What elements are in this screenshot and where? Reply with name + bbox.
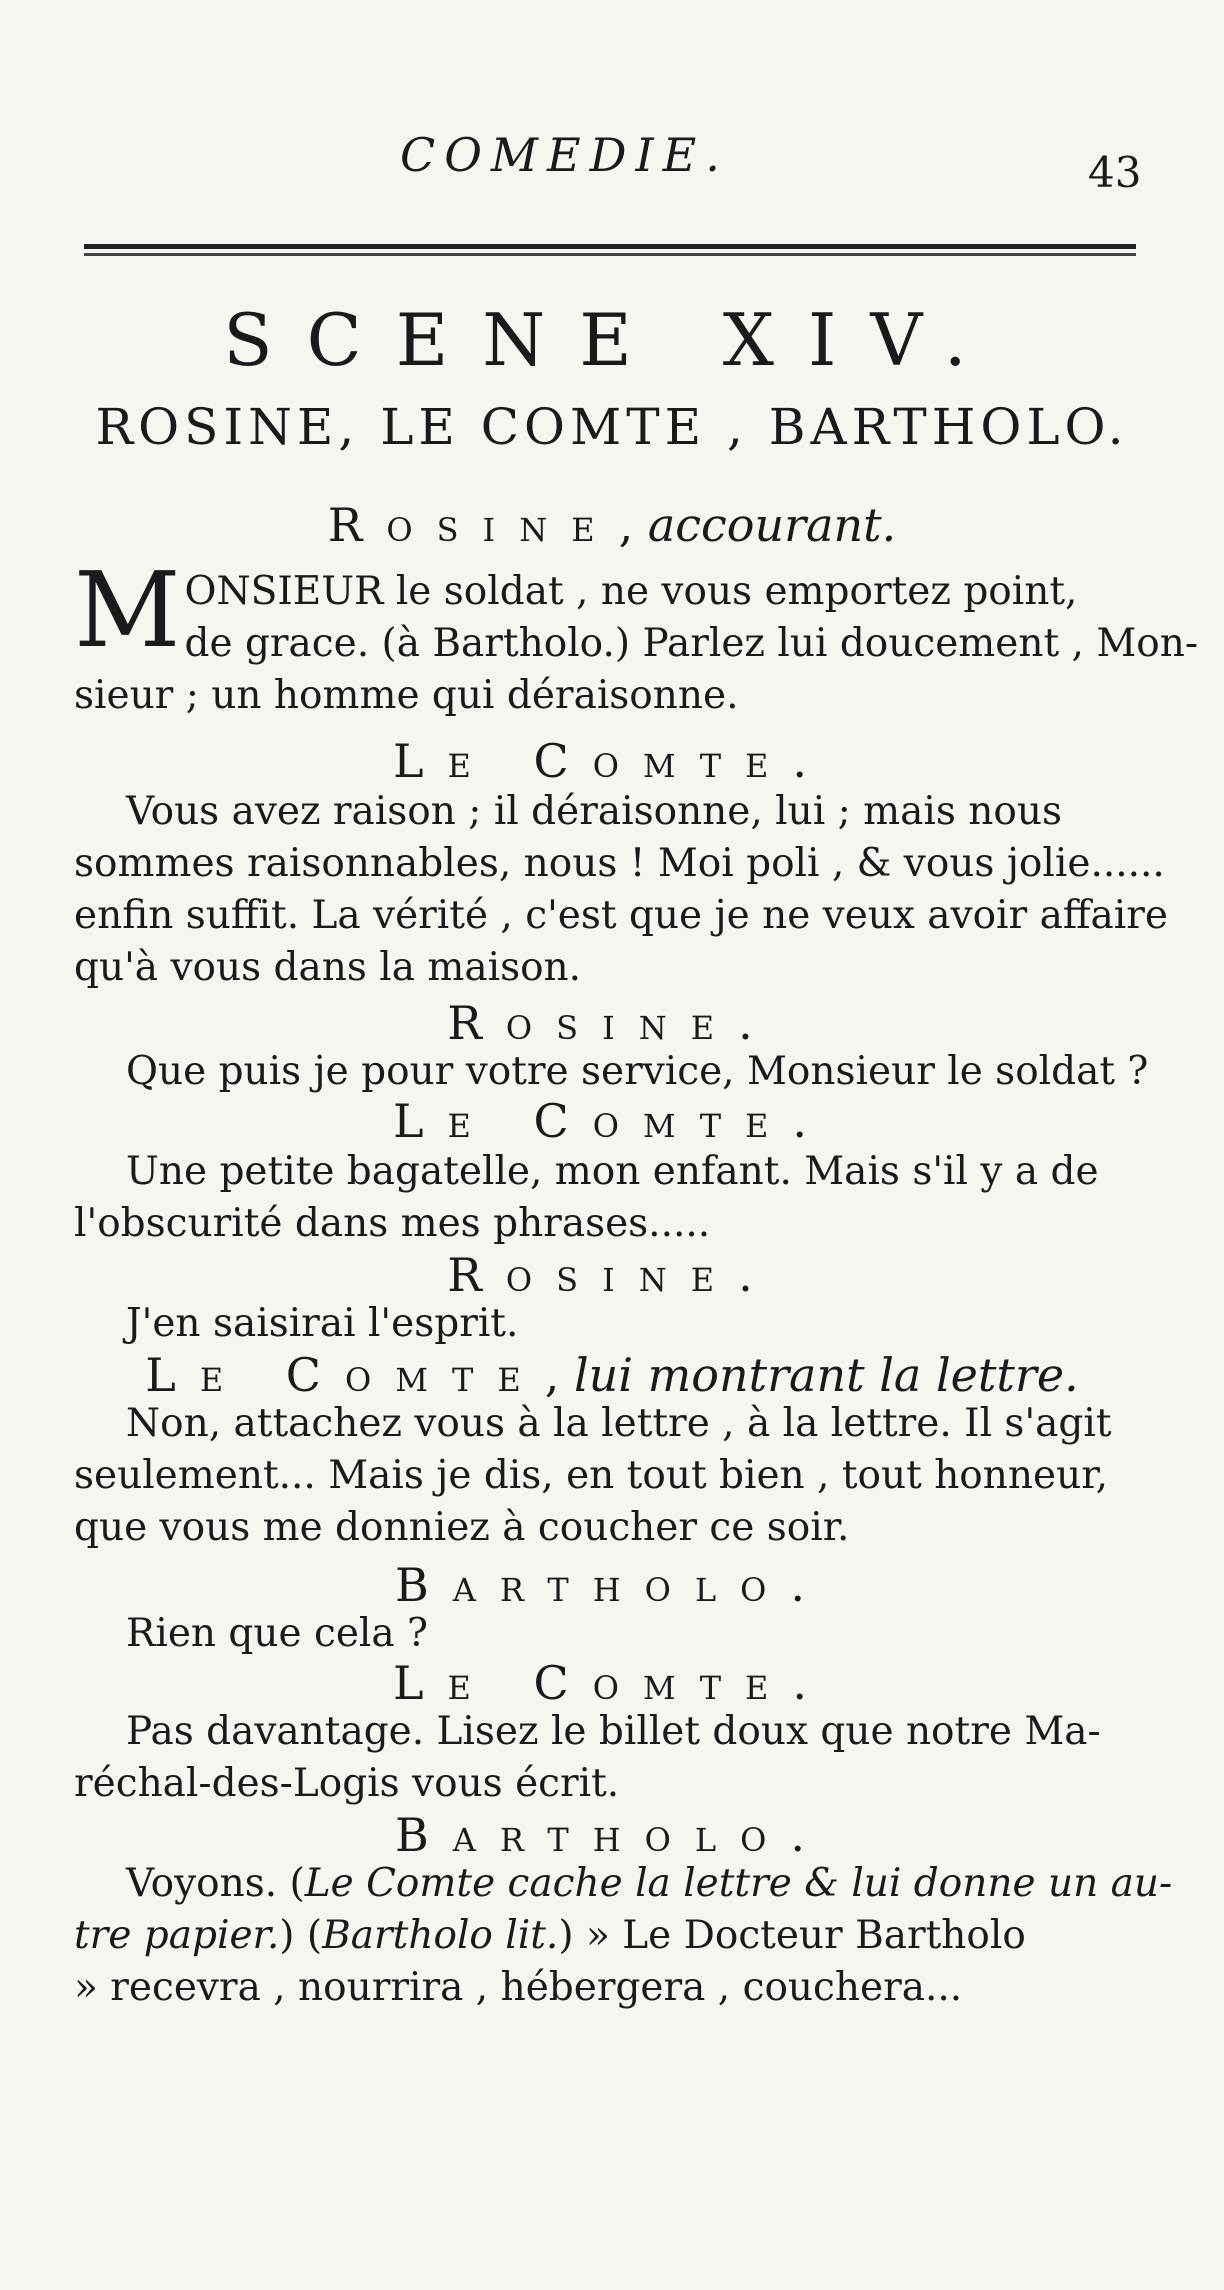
speech-block bbox=[74, 1608, 1154, 1660]
header-rule bbox=[84, 244, 1136, 256]
speech-block bbox=[74, 1398, 1154, 1554]
speech-line: qu'à vous dans la maison. bbox=[74, 945, 582, 990]
speech-line: Pas davantage. Lisez le billet doux que notre Ma- bbox=[126, 1709, 1101, 1754]
speaker-heading: Le Comte, lui montrant la lettre. bbox=[145, 1348, 1079, 1402]
speech-line: Que puis je pour votre service, Monsieur le soldat ? bbox=[126, 1049, 1149, 1094]
drop-cap: M bbox=[74, 549, 181, 671]
speech-line bbox=[74, 566, 1154, 618]
speech-line: seulement... Mais je dis, en tout bien , tout honneur, bbox=[74, 1453, 1108, 1498]
speaker-heading: Le Comte. bbox=[392, 1094, 832, 1148]
page-number: 43 bbox=[1088, 148, 1142, 197]
speaker-heading: Le Comte. bbox=[392, 734, 832, 788]
speech-line: Non, attachez vous à la lettre , à la lettre. Il s'agit bbox=[126, 1401, 1112, 1446]
speaker-heading: Rosine. bbox=[447, 1248, 777, 1302]
speech-line: de grace. (à Bartholo.) Parlez lui doucement , Mon- bbox=[184, 621, 1199, 666]
speech-line: Vous avez raison ; il déraisonne, lui ; mais nous bbox=[126, 789, 1063, 834]
speech-line: que vous me donniez à coucher ce soir. bbox=[74, 1505, 850, 1550]
speech-block bbox=[74, 1858, 1173, 2014]
scene-title: SCENE XIV. bbox=[223, 298, 1001, 382]
speech-line bbox=[74, 1910, 1154, 1962]
scene-characters: ROSINE, LE COMTE , BARTHOLO. bbox=[95, 398, 1129, 456]
speech-line-text: le soldat , ne vous emportez point, bbox=[383, 569, 1078, 614]
speech-block bbox=[74, 1046, 1154, 1098]
speech-line: enfin suffit. La vérité , c'est que je ne veux avoir affaire bbox=[74, 893, 1168, 938]
speech-line: l'obscurité dans mes phrases..... bbox=[74, 1201, 711, 1246]
stage-direction: lui montrant la lettre. bbox=[573, 1348, 1079, 1402]
speaker-name: Le Comte bbox=[145, 1348, 545, 1402]
speech-block bbox=[74, 549, 1199, 722]
speech-block bbox=[74, 1298, 1154, 1350]
running-head bbox=[0, 128, 1224, 197]
speech-block bbox=[74, 1146, 1154, 1250]
speech-block bbox=[74, 786, 1168, 994]
speaker-heading: Bartholo. bbox=[394, 1558, 830, 1612]
speech-text: ) » Le Docteur Bartholo bbox=[558, 1913, 1026, 1958]
speaker-heading: Le Comte. bbox=[392, 1656, 832, 1710]
speech-line bbox=[74, 1858, 1173, 1910]
speaker-heading: Bartholo. bbox=[394, 1808, 830, 1862]
running-title: COMEDIE. bbox=[400, 128, 729, 182]
speech-line: Rien que cela ? bbox=[126, 1611, 428, 1656]
stage-direction: Bartholo lit. bbox=[322, 1913, 559, 1958]
speech-line: réchal-des-Logis vous écrit. bbox=[74, 1761, 620, 1806]
speech-line: sieur ; un homme qui déraisonne. bbox=[74, 673, 739, 718]
speaker-heading: Rosine. bbox=[447, 996, 777, 1050]
stage-direction: tre papier. bbox=[74, 1913, 280, 1958]
speech-line: Une petite bagatelle, mon enfant. Mais s'il y a de bbox=[126, 1149, 1099, 1194]
speaker-heading: Rosine, accourant. bbox=[327, 498, 897, 552]
stage-direction: Le Comte cache la lettre & lui donne un au- bbox=[304, 1861, 1173, 1906]
speech-text: ) ( bbox=[279, 1913, 323, 1958]
speech-line: » recevra , nourrira , hébergera , couchera... bbox=[74, 1965, 963, 2010]
speech-line: sommes raisonnables, nous ! Moi poli , & vous jolie...... bbox=[74, 841, 1165, 886]
stage-direction: accourant. bbox=[647, 498, 897, 552]
speech-block bbox=[74, 1706, 1154, 1810]
first-word: ONSIEUR bbox=[184, 569, 384, 614]
speech-text: Voyons. ( bbox=[126, 1861, 305, 1906]
speaker-name: Rosine bbox=[327, 498, 619, 552]
speech-line: J'en saisirai l'esprit. bbox=[126, 1301, 519, 1346]
